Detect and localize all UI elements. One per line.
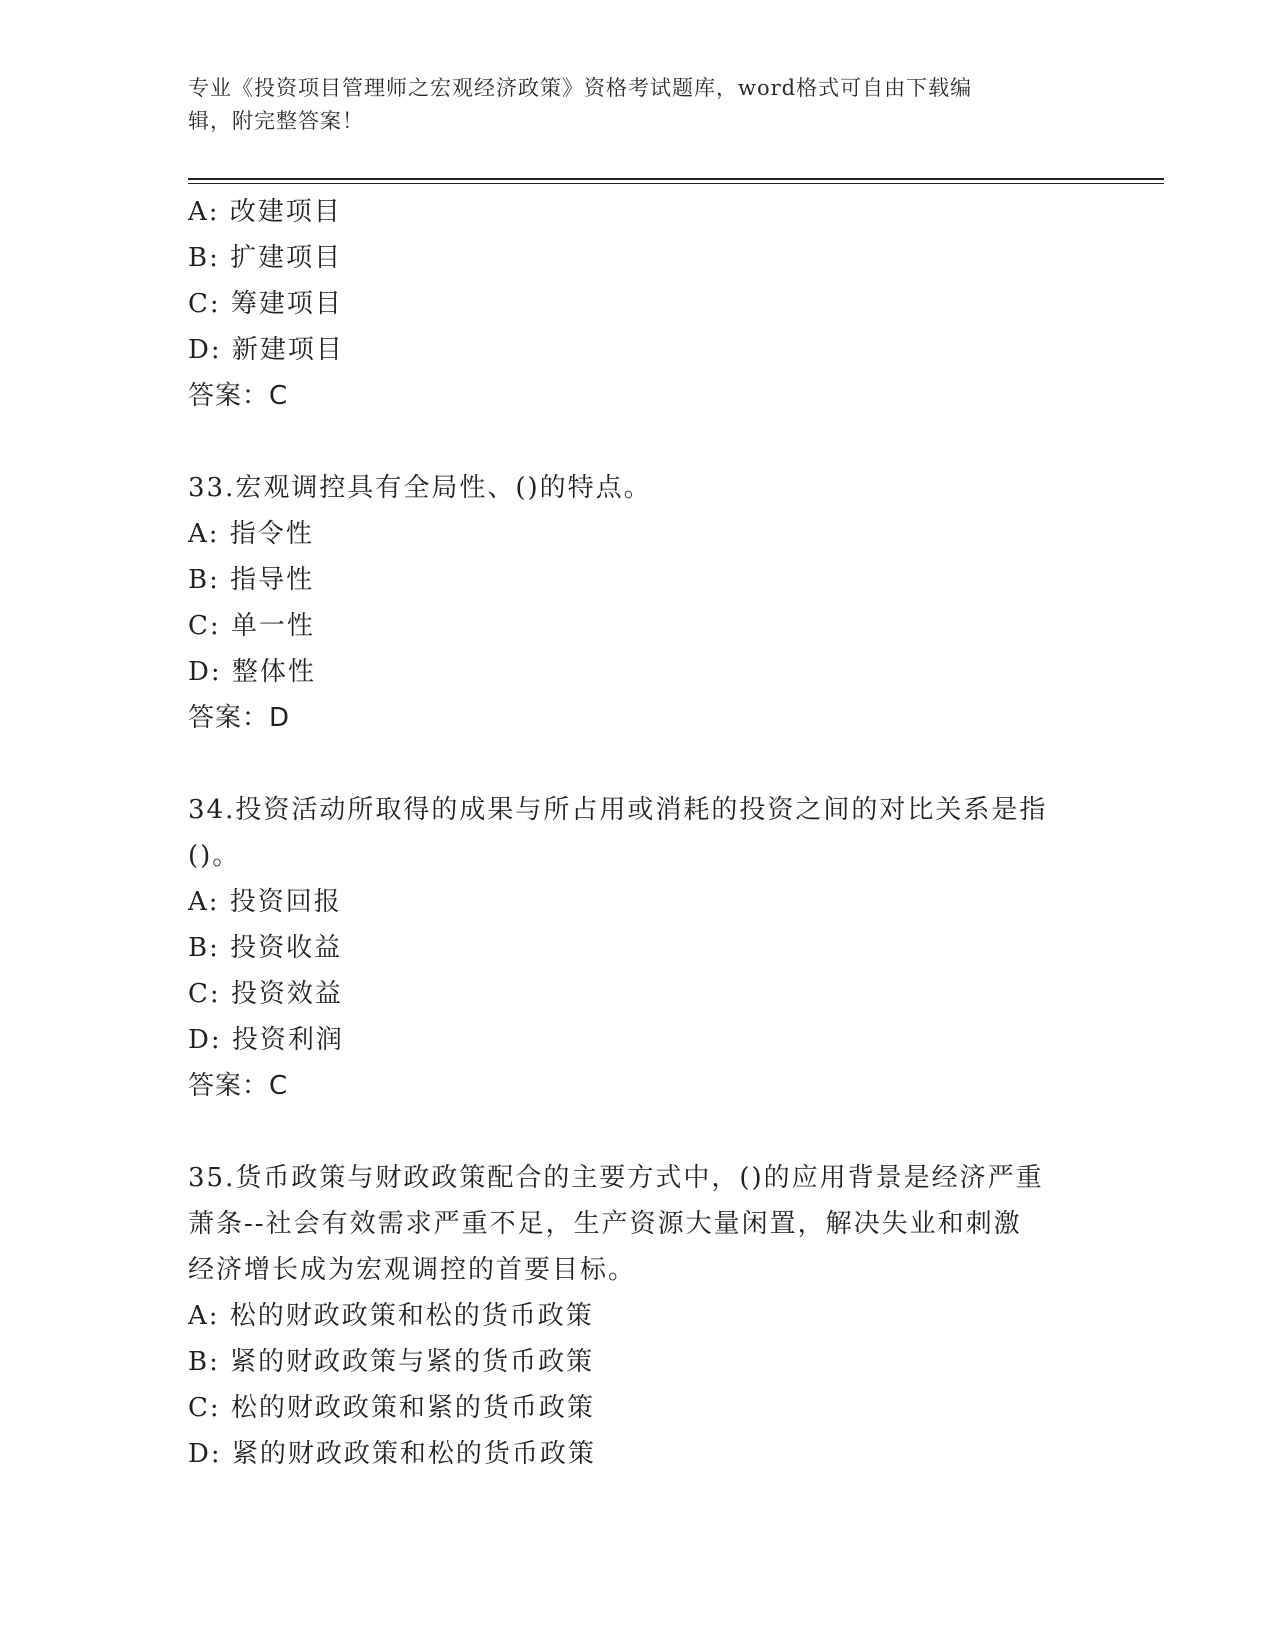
option-c: C: 投资效益 <box>188 979 343 1009</box>
option-b: B: 紧的财政政策与紧的货币政策 <box>188 1347 595 1377</box>
option-c: C: 筹建项目 <box>188 289 343 319</box>
option-a: A: 投资回报 <box>188 887 342 917</box>
option-a: A: 指令性 <box>188 519 314 549</box>
option-b: B: 投资收益 <box>188 933 343 963</box>
option-d: D: 新建项目 <box>188 335 344 365</box>
header-title-line1: 专业《投资项目管理师之宏观经济政策》资格考试题库，word格式可自由下载编 <box>188 76 973 100</box>
header-title-line2: 辑，附完整答案！ <box>188 109 364 133</box>
question-text-line1: 34.投资活动所取得的成果与所占用或消耗的投资之间的对比关系是指 <box>188 795 1048 825</box>
option-c: C: 单一性 <box>188 611 315 641</box>
question-35 <box>188 1155 1088 1477</box>
question-text: 33.宏观调控具有全局性、()的特点。 <box>188 473 652 503</box>
question-text-line2: ()。 <box>188 841 241 871</box>
document-header <box>188 72 1068 138</box>
question-32-tail <box>188 189 1088 419</box>
header-divider-thin <box>188 183 1164 184</box>
option-a: A: 松的财政政策和松的货币政策 <box>188 1301 594 1331</box>
answer: 答案：C <box>188 1071 289 1101</box>
question-33 <box>188 465 1088 741</box>
option-d: D: 紧的财政政策和松的货币政策 <box>188 1439 596 1469</box>
question-text-line2: 萧条--社会有效需求严重不足，生产资源大量闲置，解决失业和刺激 <box>188 1209 1022 1239</box>
question-text-line3: 经济增长成为宏观调控的首要目标。 <box>188 1255 637 1285</box>
option-d: D: 整体性 <box>188 657 316 687</box>
answer: 答案：D <box>188 703 291 733</box>
option-c: C: 松的财政政策和紧的货币政策 <box>188 1393 595 1423</box>
option-b: B: 扩建项目 <box>188 243 343 273</box>
question-text-line1: 35.货币政策与财政政策配合的主要方式中，()的应用背景是经济严重 <box>188 1163 1044 1193</box>
answer: 答案：C <box>188 381 289 411</box>
header-divider-thick <box>188 178 1164 180</box>
option-b: B: 指导性 <box>188 565 315 595</box>
option-d: D: 投资利润 <box>188 1025 344 1055</box>
question-list <box>188 189 1088 1477</box>
question-34 <box>188 787 1088 1109</box>
option-a: A: 改建项目 <box>188 197 342 227</box>
